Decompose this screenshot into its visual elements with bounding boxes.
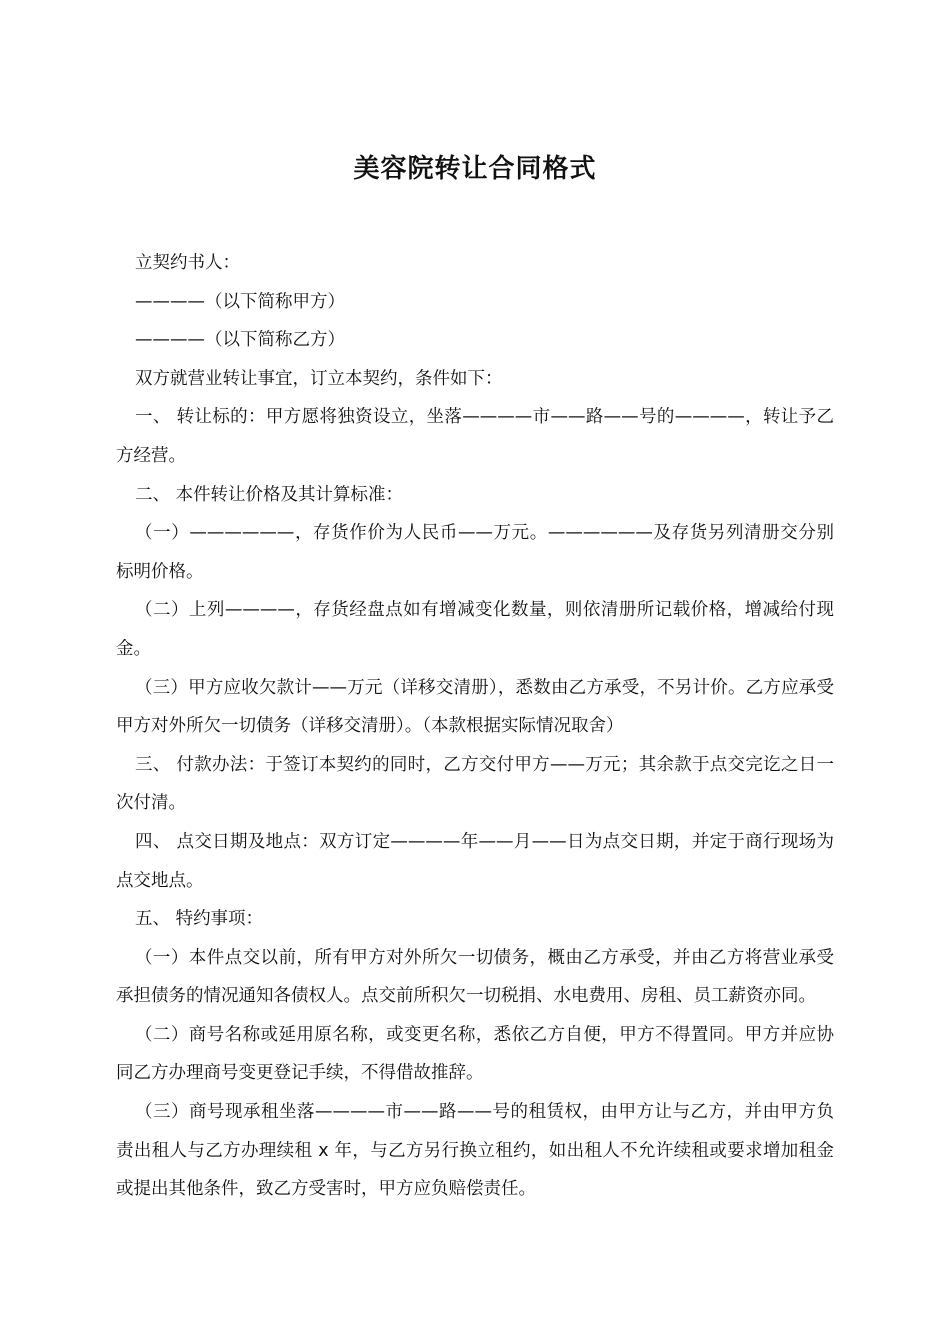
clause-2-item-2: （二）上列————，存货经盘点如有增减变化数量，则依清册所记载价格，增减给付现金。 [116,600,834,659]
clause-5-item-3: （三）商号现承租坐落————市——路——号的租赁权，由甲方让与乙方，并由甲方负责出租人与乙方办理续租 x 年，与乙方另行换立租约，如出租人不允许续租或要求增加租金或提出其他条件，致乙方受害时，甲方应负赔偿责任。 [116,1102,834,1200]
clause-5-item-1: （一）本件点交以前，所有甲方对外所欠一切债务，概由乙方承受，并由乙方将营业承受承担债务的情况通知各债权人。点交前所积欠一切税捐、水电费用、房租、员工薪资亦同。 [116,947,834,1007]
clause-5-item-2: （二）商号名称或延用原名称，或变更名称，悉依乙方自便，甲方不得置同。甲方并应协同乙方办理商号变更登记手续，不得借故推辞。 [116,1024,834,1084]
clause-2-price: 二、 本件转让价格及其计算标准： [135,484,404,505]
clause-3-payment: 三、 付款办法：于签订本契约的同时，乙方交付甲方——万元；其余款于点交完讫之日一次付清。 [116,754,834,814]
agreement-intro: 双方就营业转让事宜，订立本契约，条件如下： [135,368,503,389]
contract-body [116,244,834,1209]
party-intro: 立契约书人： [135,253,240,273]
clause-2-item-1: （一）——————，存货作价为人民币——万元。——————及存货另列清册交分别标明价格。 [116,523,834,582]
party-a-line: ————（以下简称甲方） [135,291,345,312]
clause-4-handover: 四、 点交日期及地点：双方订定————年——月——日为点交日期，并定于商行现场为点交地点。 [116,831,834,891]
clause-2-item-3: （三）甲方应收欠款计——万元（详移交清册），悉数由乙方承受，不另计价。乙方应承受甲方对外所欠一切债务（详移交清册）。（本款根据实际情况取舍） [116,677,834,737]
party-b-line: ————（以下简称乙方） [135,330,345,351]
clause-5-special: 五、 特约事项： [135,909,264,930]
clause-1-subject: 一、 转让标的：甲方愿将独资设立，坐落————市——路——号的————，转让予乙方经营。 [116,407,834,466]
document-title: 美容院转让合同格式 [353,154,597,185]
